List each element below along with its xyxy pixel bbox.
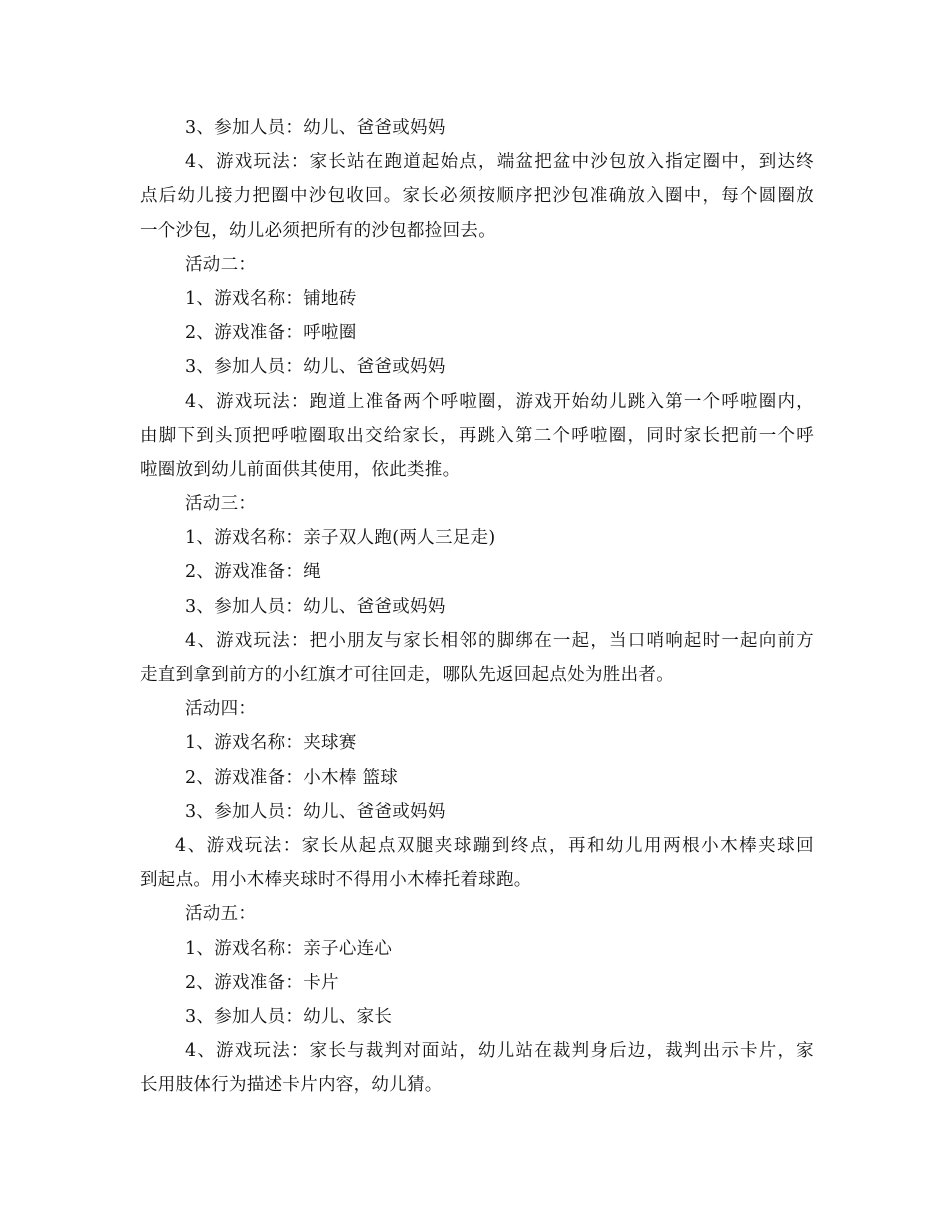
paragraph-line: 4、游戏玩法：把小朋友与家长相邻的脚绑在一起，当口哨响起时一起向前方 xyxy=(185,630,814,651)
paragraph-line: 由脚下到头顶把呼啦圈取出交给家长，再跳入第二个呼啦圈，同时家长把前一个呼 xyxy=(140,425,814,446)
paragraph-line: 1、游戏名称：亲子心连心 xyxy=(185,938,393,959)
section-heading: 活动三： xyxy=(185,494,257,515)
section-heading: 活动五： xyxy=(185,904,257,925)
paragraph-line: 1、游戏名称：夹球赛 xyxy=(185,733,357,754)
paragraph-line: 长用肢体行为描述卡片内容，幼儿猜。 xyxy=(140,1075,443,1096)
paragraph-line: 4、游戏玩法：跑道上准备两个呼啦圈，游戏开始幼儿跳入第一个呼啦圈内， xyxy=(185,391,814,412)
document-body xyxy=(140,111,814,1102)
paragraph-line: 1、游戏名称：亲子双人跑(两人三足走) xyxy=(185,528,496,549)
paragraph-line: 啦圈放到幼儿前面供其使用，依此类推。 xyxy=(140,459,461,480)
paragraph-line: 走直到拿到前方的小红旗才可往回走，哪队先返回起点处为胜出者。 xyxy=(140,665,674,685)
paragraph-line: 3、参加人员：幼儿、家长 xyxy=(185,1006,393,1027)
paragraph-line: 2、游戏准备：呼啦圈 xyxy=(185,323,357,344)
paragraph-line: 4、游戏玩法：家长与裁判对面站，幼儿站在裁判身后边，裁判出示卡片，家 xyxy=(185,1041,814,1062)
paragraph-line: 4、游戏玩法：家长从起点双腿夹球蹦到终点，再和幼儿用两根小木棒夹球回 xyxy=(175,835,814,856)
paragraph-line: 3、参加人员：幼儿、爸爸或妈妈 xyxy=(185,357,446,378)
paragraph-line: 点后幼儿接力把圈中沙包收回。家长必须按顺序把沙包准确放入圈中，每个圆圈放 xyxy=(140,186,814,207)
paragraph-line: 3、参加人员：幼儿、爸爸或妈妈 xyxy=(185,596,446,617)
paragraph-line: 2、游戏准备：绳 xyxy=(185,562,322,583)
paragraph-line: 3、参加人员：幼儿、爸爸或妈妈 xyxy=(185,118,446,138)
paragraph-line: 3、参加人员：幼儿、爸爸或妈妈 xyxy=(185,801,446,822)
paragraph-line: 4、游戏玩法：家长站在跑道起始点，端盆把盆中沙包放入指定圈中，到达终 xyxy=(185,152,814,173)
section-heading: 活动四： xyxy=(185,699,257,720)
paragraph-line: 1、游戏名称：铺地砖 xyxy=(185,288,357,309)
paragraph-line: 到起点。用小木棒夹球时不得用小木棒托着球跑。 xyxy=(140,870,532,891)
section-heading: 活动二： xyxy=(185,254,257,275)
paragraph-line: 2、游戏准备：小木棒 篮球 xyxy=(185,767,399,788)
paragraph-line: 一个沙包，幼儿必须把所有的沙包都捡回去。 xyxy=(140,220,496,241)
paragraph-line: 2、游戏准备：卡片 xyxy=(185,972,339,993)
